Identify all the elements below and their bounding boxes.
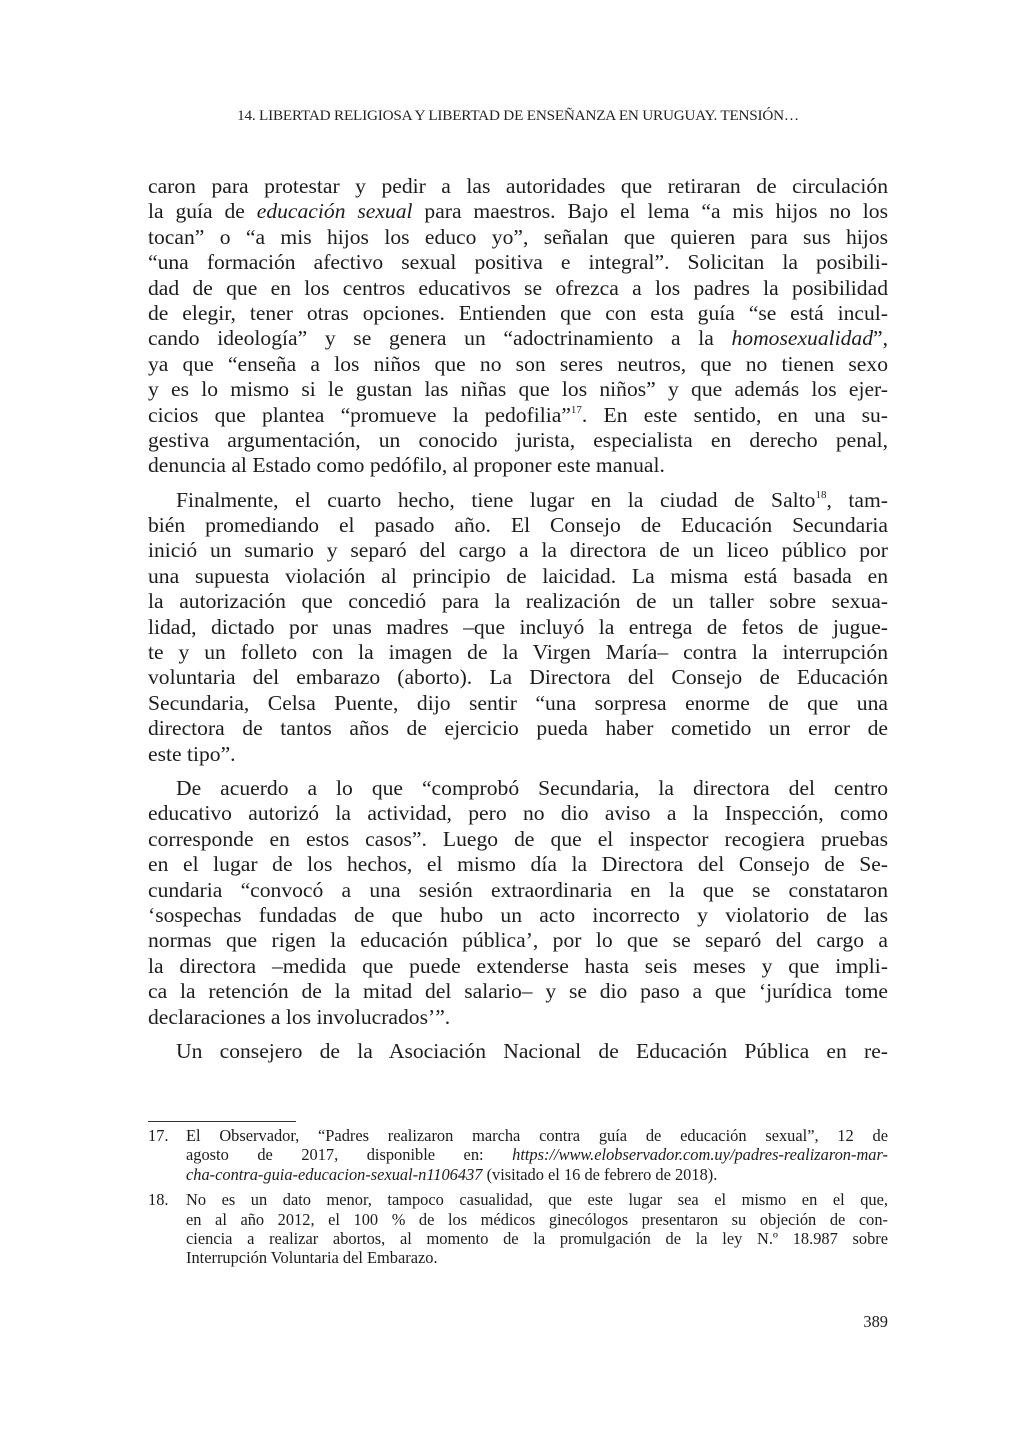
text-line: declaraciones a los involucrados’”. <box>148 1004 451 1029</box>
footnote <box>148 1190 888 1268</box>
text-line: la guía de educación sexual para maestros. Bajo el lema “a mis hijos no los <box>148 199 888 224</box>
text-line: directora de tantos años de ejercicio pueda haber cometido un error de <box>148 716 888 741</box>
text-line: agosto de 2017, disponible en: https://www.elobservador.com.uy/padres-realizaron-mar- <box>186 1145 888 1165</box>
running-header: 14. LIBERTAD RELIGIOSA Y LIBERTAD DE ENSEÑANZA EN URUGUAY. TENSIÓN… <box>237 107 799 124</box>
text-line: Secundaria, Celsa Puente, dijo sentir “una sorpresa enorme de que una <box>148 690 888 715</box>
text-line: “una formación afectivo sexual positiva e integral”. Solicitan la posibili- <box>148 250 888 275</box>
text-line: cha-contra-guia-educacion-sexual-n1106437 (visitado el 16 de febrero de 2018). <box>186 1164 718 1184</box>
footnotes <box>148 1126 888 1274</box>
text-line: educativo autorizó la actividad, pero no dio aviso a la Inspección, como <box>148 801 888 826</box>
paragraph <box>148 174 888 479</box>
text-line: gestiva argumentación, un conocido jurista, especialista en derecho penal, <box>148 427 888 452</box>
text-line: normas que rigen la educación pública’, por lo que se separó del cargo a <box>148 928 888 953</box>
text-line: te y un folleto con la imagen de la Virgen María– contra la interrupción <box>148 640 888 665</box>
text-line: tocan” o “a mis hijos los educo yo”, señalan que quieren para sus hijos <box>148 224 888 249</box>
text-line: corresponde en estos casos”. Luego de que el inspector recogiera pruebas <box>148 826 888 851</box>
footnote-reference[interactable]: 18 <box>815 488 827 501</box>
text-line: la directora –medida que puede extenderse hasta seis meses y que impli- <box>148 953 888 978</box>
italic-text: https://www.elobservador.com.uy/padres-realizaron-mar- <box>512 1145 888 1165</box>
text-line: caron para protestar y pedir a las autoridades que retiraran de circulación <box>148 174 888 198</box>
text-line: la autorización que concedió para la realización de un taller sobre sexua- <box>148 589 888 614</box>
text-line: inició un sumario y separó del cargo a la directora de un liceo público por <box>148 538 888 563</box>
text-line: Un consejero de la Asociación Nacional de Educación Pública en re- <box>176 1038 888 1063</box>
text-line: ca la retención de la mitad del salario– y se dio paso a que ‘jurídica tome <box>148 979 888 1004</box>
text-line: Finalmente, el cuarto hecho, tiene lugar en la ciudad de Salto$^{18}$, tam- <box>176 487 889 512</box>
footnote-number: 18. <box>148 1190 169 1210</box>
text-line: y es lo mismo si le gustan las niñas que los niños” y que además los ejer- <box>148 377 888 402</box>
text-line: este tipo”. <box>148 741 236 766</box>
text-line: Interrupción Voluntaria del Embarazo. <box>186 1248 438 1268</box>
italic-text: educación sexual <box>256 199 413 224</box>
footnote <box>148 1126 888 1184</box>
page-number: 389 <box>863 1312 888 1331</box>
text-line: en el lugar de los hechos, el mismo día la Directora del Consejo de Se- <box>148 852 888 877</box>
text-line: una supuesta violación al principio de laicidad. La misma está basada en <box>148 563 888 588</box>
footnote-number: 17. <box>148 1126 169 1145</box>
text-line: El Observador, “Padres realizaron marcha contra guía de educación sexual”, 12 de <box>186 1126 888 1145</box>
text-line: cicios que plantea “promueve la pedofilia”$^{17}$. En este sentido, en una su- <box>148 402 888 427</box>
text-line: dad de que en los centros educativos se ofrezca a los padres la posibilidad <box>148 275 888 300</box>
text-line: ‘sospechas fundadas de que hubo un acto incorrecto y violatorio de las <box>148 902 888 927</box>
body-text <box>148 174 888 1073</box>
text-line: denuncia al Estado como pedófilo, al proponer este manual. <box>148 453 665 478</box>
text-line: ciencia a realizar abortos, al momento de la promulgación de la ley N.º 18.987 sobre <box>186 1228 888 1248</box>
text-line: de elegir, tener otras opciones. Entienden que con esta guía “se está incul- <box>148 300 888 325</box>
text-line: De acuerdo a lo que “comprobó Secundaria, la directora del centro <box>176 775 888 800</box>
text-line: bién promediando el pasado año. El Consejo de Educación Secundaria <box>148 513 888 538</box>
italic-text: cha-contra-guia-educacion-sexual-n1106437 <box>186 1164 483 1184</box>
text-line: No es un dato menor, tampoco casualidad, que este lugar sea el mismo en el que, <box>186 1190 888 1210</box>
footnote-separator <box>148 1121 296 1122</box>
text-line: cando ideología” y se genera un “adoctrinamiento a la homosexualidad”, <box>148 326 888 351</box>
paragraph <box>148 776 888 1030</box>
footnote-reference[interactable]: 17 <box>570 403 582 416</box>
paragraph <box>148 488 888 767</box>
text-line: voluntaria del embarazo (aborto). La Directora del Consejo de Educación <box>148 665 888 690</box>
text-line: ya que “enseña a los niños que no son seres neutros, que no tienen sexo <box>148 351 888 376</box>
text-line: lidad, dictado por unas madres –que incluyó la entrega de fetos de jugue- <box>148 614 888 639</box>
text-line: en al año 2012, el 100 % de los médicos ginecólogos presentaron su objeción de con- <box>186 1209 888 1229</box>
text-line: cundaria “convocó a una sesión extraordinaria en la que se constataron <box>148 877 888 902</box>
paragraph <box>148 1039 888 1064</box>
italic-text: homosexualidad <box>731 326 874 351</box>
